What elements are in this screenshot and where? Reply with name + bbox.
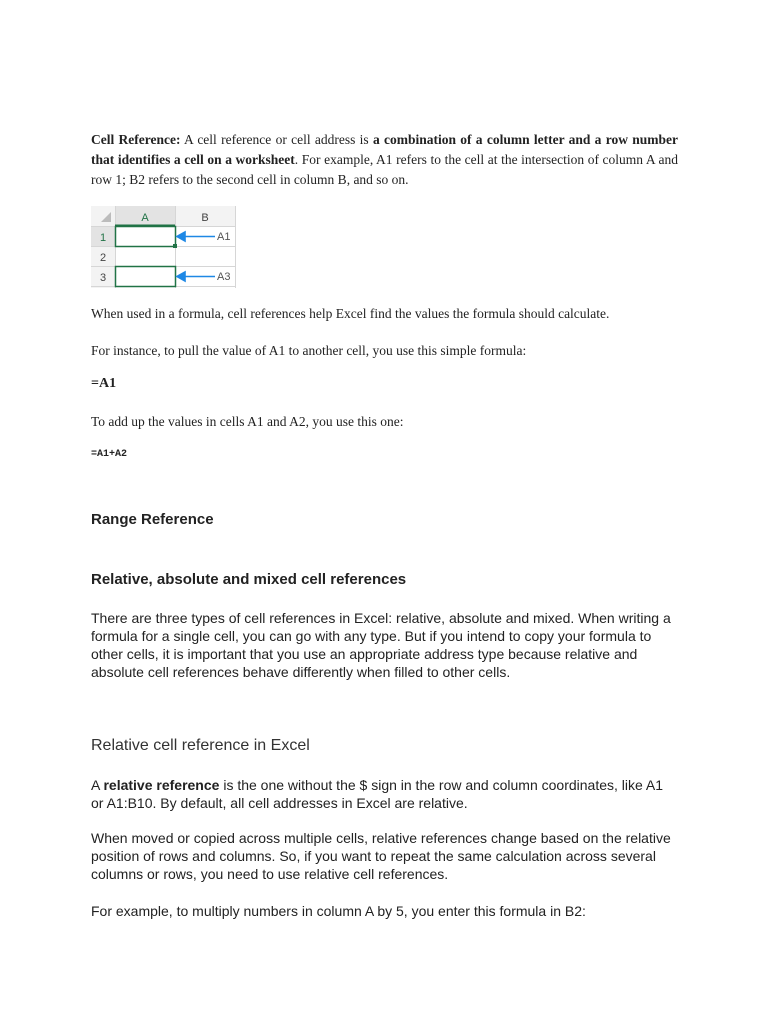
heading-relative-absolute-mixed: Relative, absolute and mixed cell references <box>91 571 407 588</box>
excel-grid-illustration <box>91 206 251 288</box>
callout-a1: A1 <box>217 231 231 243</box>
multiply-example-paragraph: For example, to multiply numbers in column A by 5, you enter this formula in B2: <box>91 903 586 919</box>
relative-behavior-paragraph: When moved or copied across multiple cells, relative references change based on the relative position of rows and columns. So, if you want to repeat the same calculation across several columns or rows, you need to use relative cell references. <box>91 830 671 882</box>
fill-handle <box>173 244 177 248</box>
heading-relative-cell-reference: Relative cell reference in Excel <box>91 737 310 754</box>
row-header-3: 3 <box>99 272 107 284</box>
relative-reference-term: relative reference <box>103 777 220 793</box>
reference-types-paragraph: There are three types of cell references in Excel: relative, absolute and mixed. When writing a formula for a single cell, you can go with any type. But if you intend to copy your formula to other cells, it is important that you use an appropriate address type because relative and absolute cell references behave differently when filled to other cells. <box>91 610 671 680</box>
formula-a1-plus-a2: =A1+A2 <box>91 449 128 460</box>
row-header-2: 2 <box>99 252 107 264</box>
cell-reference-example: . For example, A1 refers to the cell at the intersection of column A and row 1; B2 refers to the second cell in column B, and so on. <box>91 152 678 187</box>
relative-reference-text: is the one without the $ sign in the row and column coordinates, like A1 or A1:B10. By default, all cell addresses in Excel are relative. <box>91 777 664 811</box>
formula-intro-paragraph: When used in a formula, cell references help Excel find the values the formula should calculate. <box>91 306 610 321</box>
cell-reference-text: A cell reference or cell address is <box>180 132 373 147</box>
callout-a3: A3 <box>217 271 231 283</box>
cell-reference-paragraph <box>91 130 678 190</box>
cell-reference-label: Cell Reference: <box>91 132 181 147</box>
cell-a1-highlight <box>116 227 176 247</box>
col-header-a: A <box>141 212 149 224</box>
simple-formula-paragraph: For instance, to pull the value of A1 to another cell, you use this simple formula: <box>91 343 527 358</box>
col-header-b: B <box>201 212 209 224</box>
row-header-1: 1 <box>99 232 107 244</box>
cell-reference-definition: a combination of a column letter and a row number that identifies a cell on a worksheet <box>91 132 678 167</box>
cell-a3-highlight <box>116 267 176 287</box>
relative-reference-paragraph <box>91 776 678 812</box>
relative-reference-prefix: A <box>91 777 104 793</box>
add-values-paragraph: To add up the values in cells A1 and A2, you use this one: <box>91 414 404 429</box>
arrow-a3-icon <box>177 272 185 281</box>
heading-range-reference: Range Reference <box>91 511 214 528</box>
arrow-a1-icon <box>177 232 185 241</box>
formula-a1: =A1 <box>91 376 117 391</box>
